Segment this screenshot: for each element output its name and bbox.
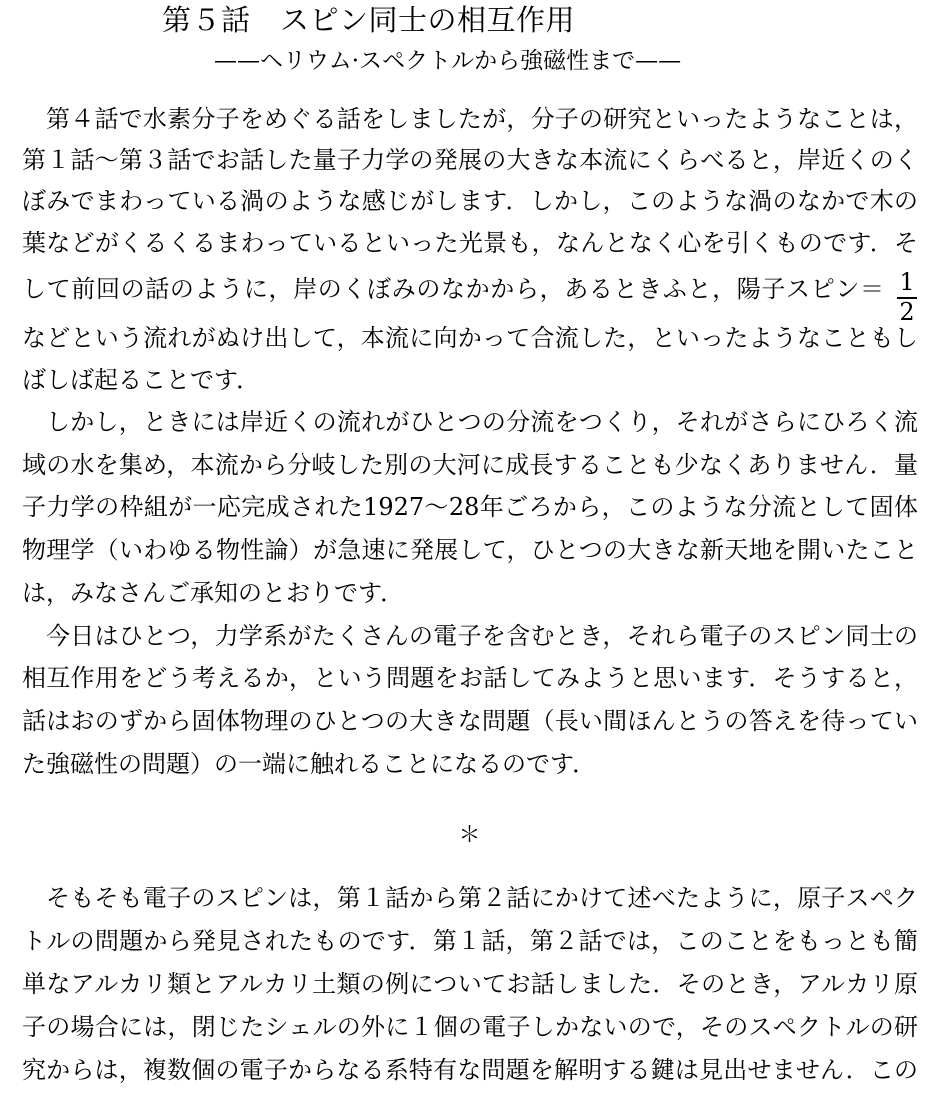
paragraph-1-line-7: ばしば起ることです． <box>22 366 261 394</box>
chapter-subtitle: ——ヘリウム·スペクトルから強磁性まで—— <box>214 48 682 74</box>
paragraph-1-line-2: 第１話～第３話でお話した量子力学の発展の大きな本流にくらべると，岸近くのく <box>22 146 918 174</box>
paragraph-1-line-1: 第４話で水素分子をめぐる話をしましたが，分子の研究といったようなことは， <box>46 105 918 133</box>
paragraph-3-line-3: 話はおのずから固体物理のひとつの大きな問題（長い間ほんとうの答えを待ってい <box>22 707 918 735</box>
paragraph-4-line-3: 単なアルカリ類とアルカリ土類の例についてお話しました．そのとき，アルカリ原 <box>22 970 918 998</box>
fraction-one-half <box>896 268 918 326</box>
paragraph-2-line-2: 域の水を集め，本流から分岐した別の大河に成長することも少なくありません．量 <box>22 451 918 479</box>
chapter-title: 第５話 スピン同士の相互作用 <box>162 3 576 37</box>
paragraph-2-line-3: 子力学の枠組が一応完成された1927～28年ごろから，このような分流として固体 <box>22 493 918 521</box>
paragraph-4-line-5: 究からは，複数個の電子からなる系特有な問題を解明する鍵は見出せません．この <box>22 1056 918 1084</box>
paragraph-1-line-4: 葉などがくるくるまわっているといった光景も，なんとなく心を引くものです．そ <box>22 229 918 257</box>
paragraph-2-line-5: は，みなさんご承知のとおりです． <box>22 579 405 607</box>
paragraph-4-line-2: トルの問題から発見されたものです．第１話，第２話では，このことをもっとも簡 <box>22 927 918 955</box>
paragraph-3-line-4: た強磁性の問題）の一端に触れることになるのです． <box>22 750 597 778</box>
paragraph-1-line-3: ぼみでまわっている渦のような感じがします．しかし，このような渦のなかで木の <box>22 187 918 215</box>
paragraph-1-line-6: などという流れがぬけ出して，本流に向かって合流した，といったようなこともし <box>22 324 918 352</box>
section-separator-asterisk: ＊ <box>458 823 481 848</box>
paragraph-3-line-1: 今日はひとつ，力学系がたくさんの電子を含むとき，それら電子のスピン同士の <box>46 622 918 650</box>
fraction-denominator: 2 <box>899 298 915 326</box>
paragraph-2-line-4: 物理学（いわゆる物性論）が急速に発展して，ひとつの大きな新天地を開いたこと <box>22 536 918 564</box>
fraction-numerator: 1 <box>899 268 915 296</box>
paragraph-4-line-1: そもそも電子のスピンは，第１話から第２話にかけて述べたように，原子スペク <box>46 884 918 912</box>
paragraph-3-line-2: 相互作用をどう考えるか，という問題をお話してみようと思います．そうすると， <box>22 664 918 692</box>
paragraph-1-line-5: して前回の話のように，岸のくぼみのなかから，あるときふと，陽子スピン＝ <box>22 275 884 303</box>
paragraph-4-line-4: 子の場合には，閉じたシェルの外に１個の電子しかないので，そのスペクトルの研 <box>22 1013 918 1041</box>
paragraph-2-line-1: しかし，ときには岸近くの流れがひとつの分流をつくり，それがさらにひろく流 <box>46 408 918 436</box>
